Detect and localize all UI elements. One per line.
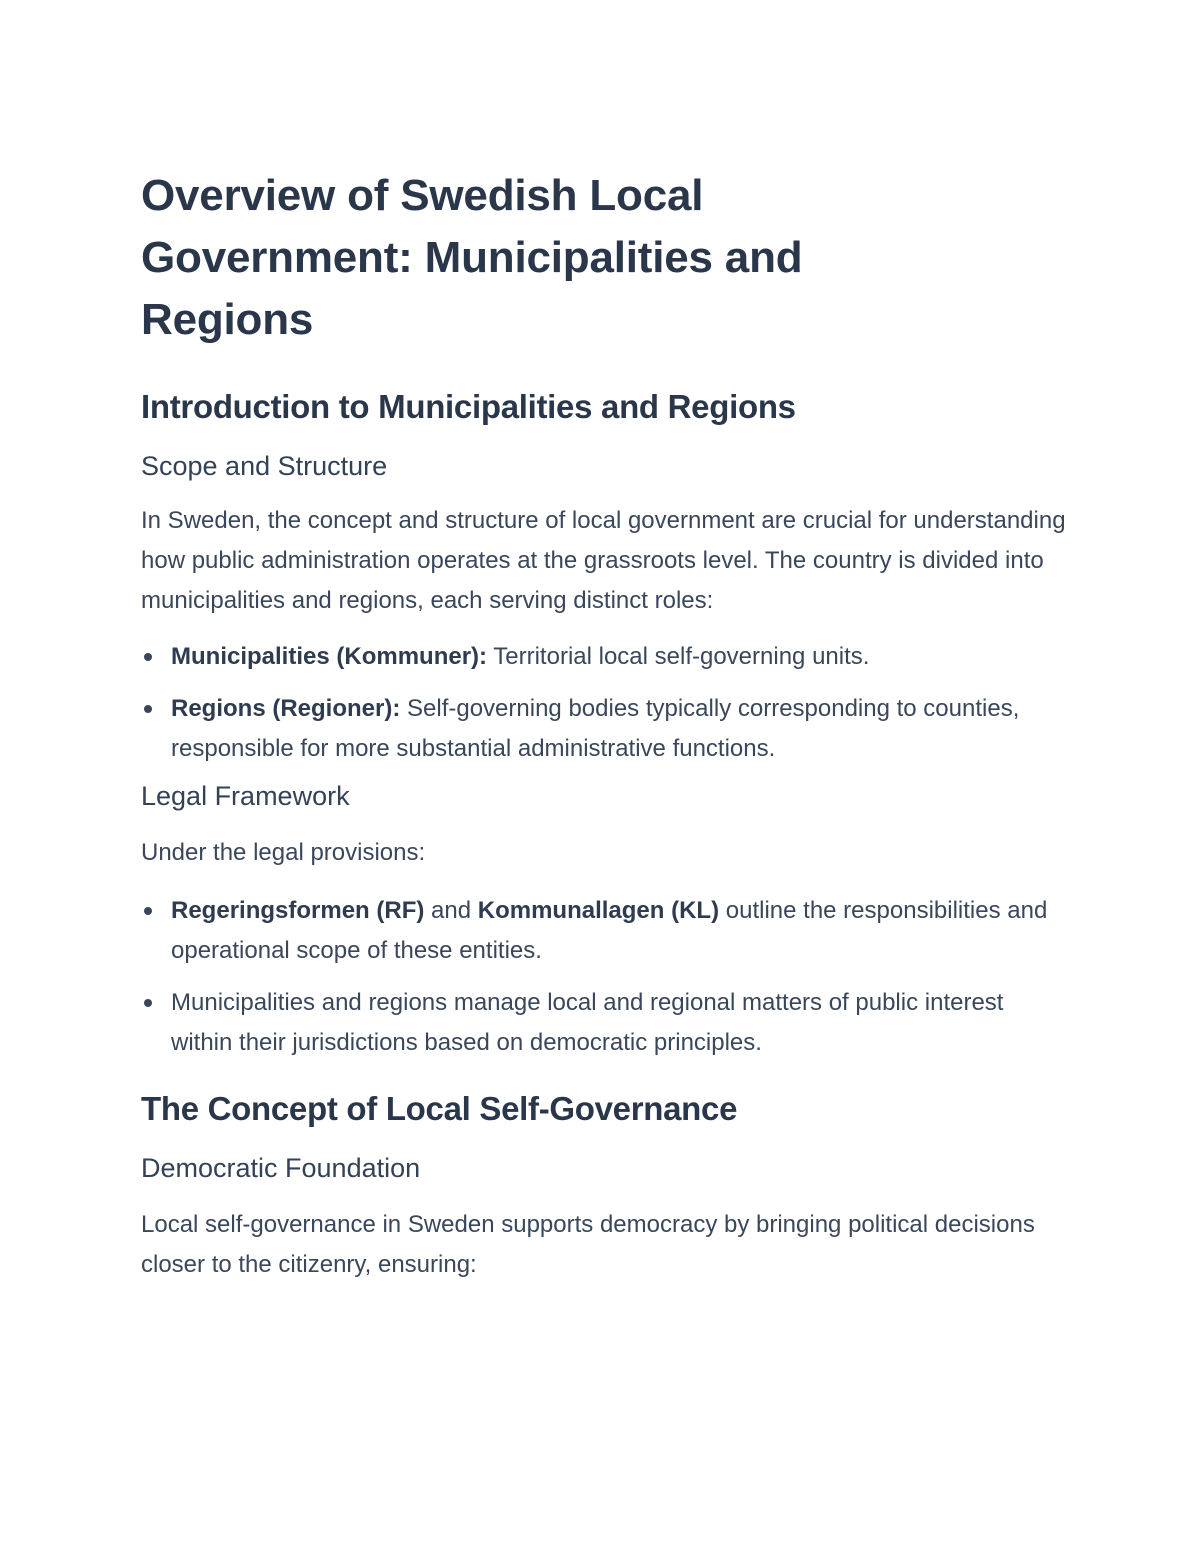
- section-heading-introduction: Introduction to Municipalities and Regions: [141, 388, 796, 425]
- subsection-heading-scope: Scope and Structure: [141, 451, 388, 481]
- scope-list: [141, 637, 1071, 769]
- list-item-text: and: [424, 897, 478, 924]
- list-item-text: Territorial local self-governing units.: [487, 643, 870, 670]
- list-item-term: Kommunallagen (KL): [477, 897, 720, 924]
- list-item-term: Municipalities (Kommuner):: [171, 643, 488, 670]
- legal-list: [141, 891, 1071, 1063]
- list-item-text: outline the responsibilities and operational scope of these entities.: [171, 897, 1048, 964]
- list-item-text: Self-governing bodies typically corresponding to counties, responsible for more substantial administrative functions.: [171, 695, 1020, 762]
- document-title: Overview of Swedish Local Government: Municipalities and Regions: [141, 171, 803, 344]
- bullet-icon: [144, 705, 152, 713]
- list-item-term: Regeringsformen (RF): [171, 897, 425, 924]
- scope-paragraph: In Sweden, the concept and structure of local government are crucial for understanding how public administration operates at the grassroots level. The country is divided into municipalities and regions, each serving distinct roles:: [141, 507, 1066, 614]
- list-item: [141, 689, 1071, 769]
- section-heading-self-governance: The Concept of Local Self-Governance: [141, 1090, 738, 1127]
- democratic-paragraph: Local self-governance in Sweden supports democracy by bringing political decisions closer to the citizenry, ensuring:: [141, 1211, 1035, 1278]
- list-item-term: Regions (Regioner):: [171, 695, 401, 722]
- legal-paragraph: Under the legal provisions:: [141, 839, 426, 866]
- bullet-icon: [144, 907, 152, 915]
- list-item: [141, 891, 1071, 971]
- document-page: [141, 165, 1071, 1285]
- bullet-icon: [144, 999, 152, 1007]
- list-item-text: Municipalities and regions manage local and regional matters of public interest within their jurisdictions based on democratic principles.: [171, 989, 1004, 1056]
- subsection-heading-legal: Legal Framework: [141, 781, 350, 811]
- bullet-icon: [144, 653, 152, 661]
- list-item: [141, 983, 1071, 1063]
- subsection-heading-democratic: Democratic Foundation: [141, 1153, 421, 1183]
- list-item: [141, 637, 1071, 677]
